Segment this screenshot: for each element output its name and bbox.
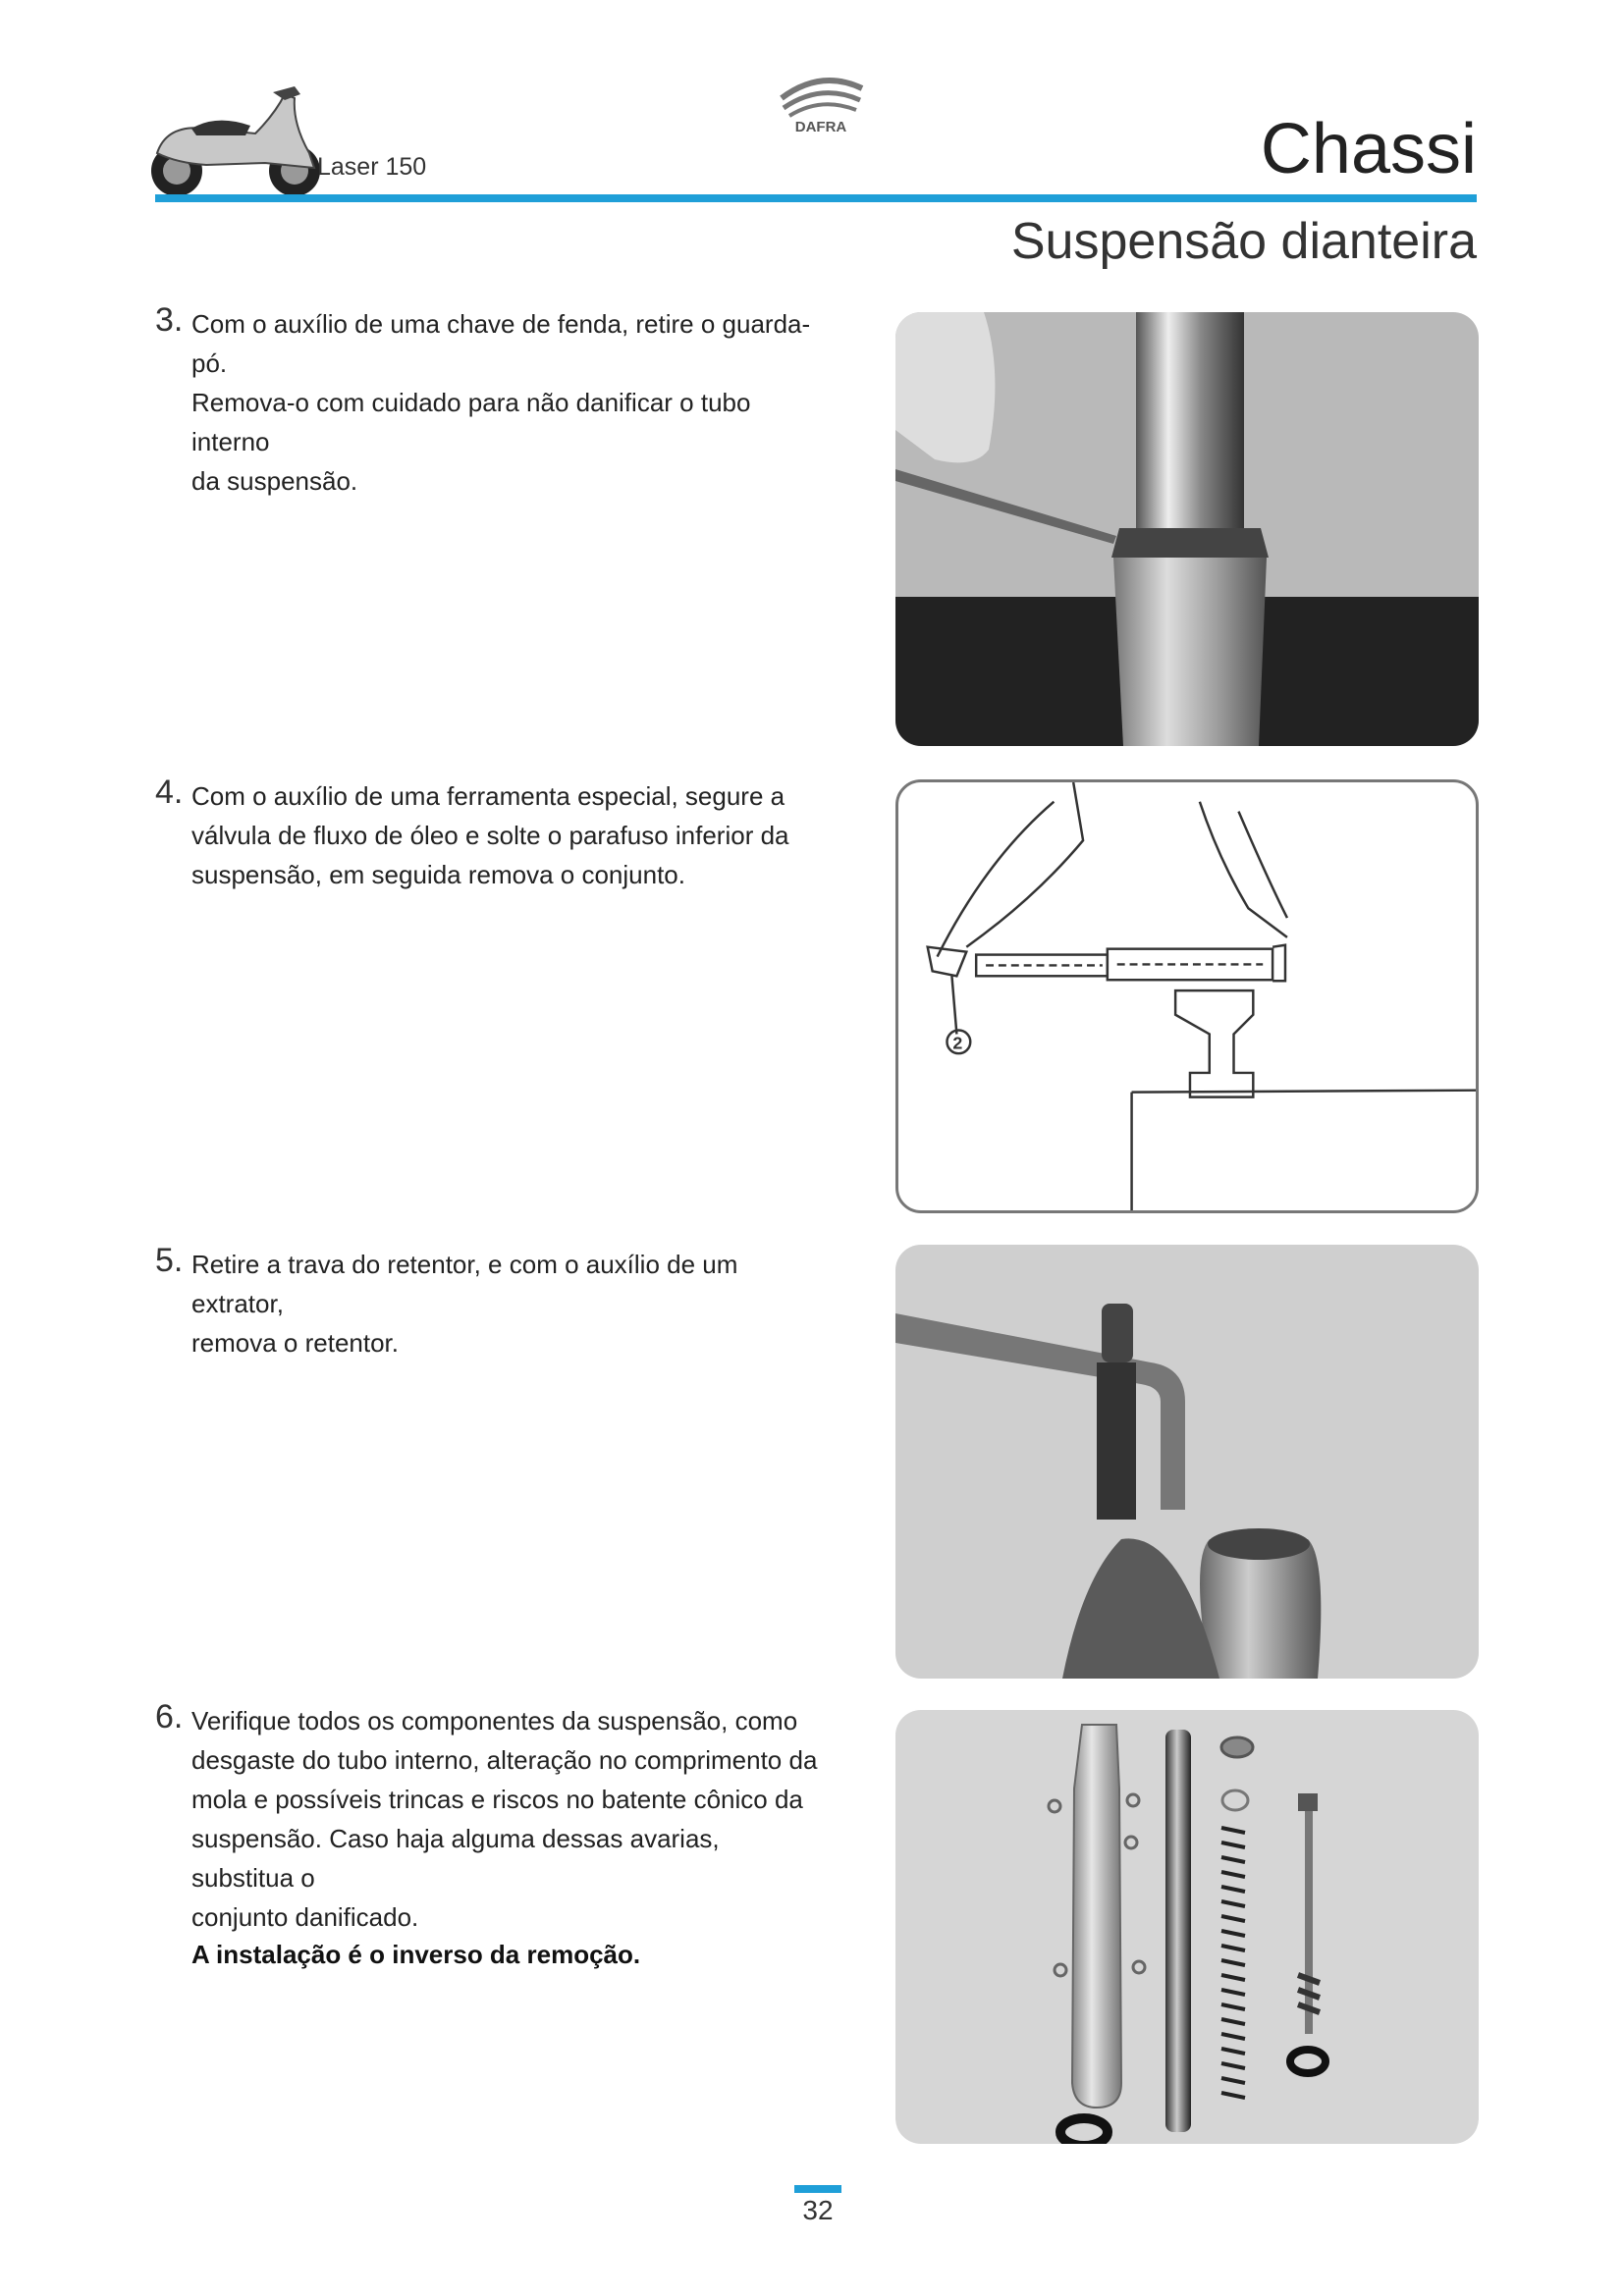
step-3 <box>155 301 823 501</box>
step-5-photo <box>895 1245 1479 1679</box>
step-text: Com o auxílio de uma ferramenta especial, segure a válvula de fluxo de óleo e solte o parafuso inferior da suspensão, em seguida remova o conjunto. <box>191 781 789 889</box>
step-6 <box>155 1698 823 1937</box>
page-number: 32 <box>802 2195 834 2225</box>
section-title: Chassi <box>1260 110 1477 188</box>
model-name: Laser 150 <box>317 153 427 181</box>
installation-note: A instalação é o inverso da remoção. <box>191 1940 641 1969</box>
step-4 <box>155 776 823 894</box>
step-6-photo <box>895 1710 1479 2144</box>
step-text: Verifique todos os componentes da suspensão, como desgaste do tubo interno, alteração no comprimento da mola e possíveis trincas e riscos no batente cônico da suspensão. Caso haja alguma dessas avarias, substitua o conjunto danificado. <box>191 1706 818 1932</box>
scooter-illustration <box>147 84 324 202</box>
step-number: 5. <box>155 1242 184 1279</box>
step-3-photo <box>895 312 1479 746</box>
step-text: Retire a trava do retentor, e com o auxílio de um extrator, remova o retentor. <box>191 1250 738 1358</box>
step-text: Com o auxílio de uma chave de fenda, retire o guarda-pó. Remova-o com cuidado para não danificar o tubo interno da suspensão. <box>191 309 811 496</box>
dafra-logo <box>772 59 870 137</box>
step-number: 6. <box>155 1698 184 1735</box>
page-number-bar <box>794 2185 841 2193</box>
step-number: 4. <box>155 774 184 811</box>
callout-number: 2 <box>952 1033 963 1053</box>
step-5 <box>155 1242 823 1362</box>
step-4-drawing <box>895 779 1479 1213</box>
header-divider <box>155 194 1477 202</box>
brand-name: DAFRA <box>794 119 847 135</box>
subsection-title: Suspensão dianteira <box>1010 213 1477 270</box>
step-number: 3. <box>155 301 184 339</box>
